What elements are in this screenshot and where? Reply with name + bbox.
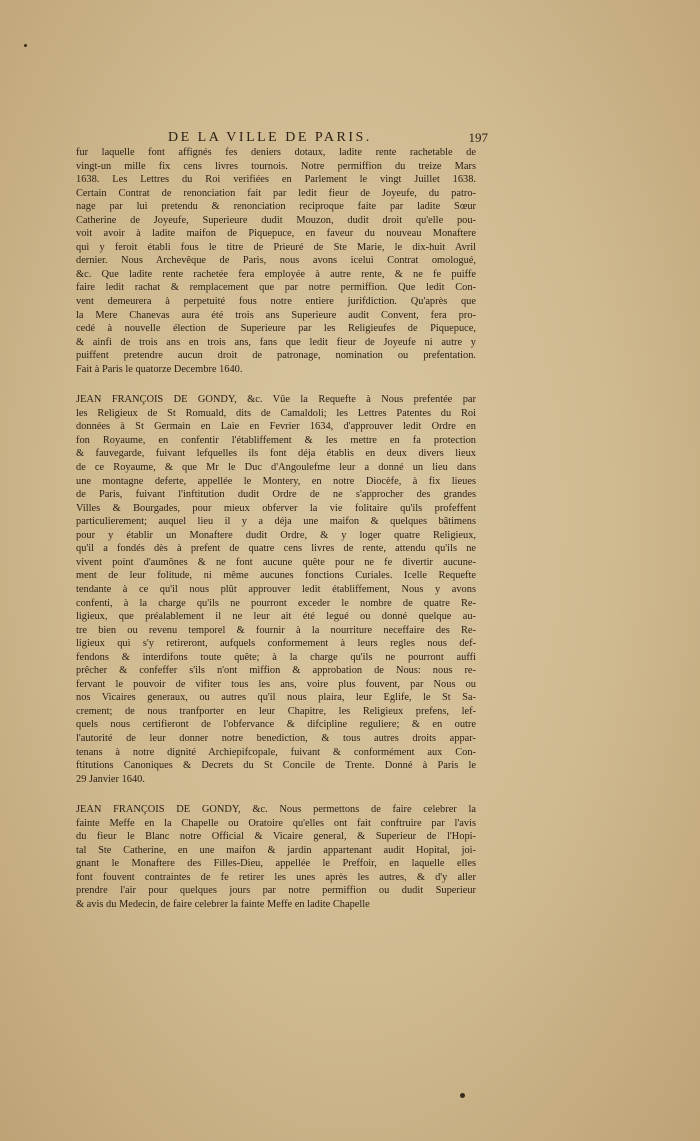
paragraph-gap (76, 786, 476, 803)
text-line: cedé à nouvelle élection de Superieure par les Religieufes de Piquepuce, (76, 323, 476, 335)
text-line: vent demeurera à perpetuité fous notre entiere jurifdiction. Qu'après que (76, 296, 476, 308)
text-line: fervant le pouvoir de vifiter tous les ans, voire plus fouvent, par Nous ou (76, 678, 476, 690)
text-line: & avis du Medecin, de faire celebrer la fainte Meffe en ladite Chapelle (76, 898, 370, 910)
text-line: Villes & Bourgades, pour mieux obferver la vie folitaire qu'ils profeffent (76, 502, 476, 514)
text-line: nos Vicaires generaux, ou autres qu'il nous plaira, leur Eglife, le St Sa- (76, 692, 476, 704)
text-line: nage par lui pretendu & renonciation reciproque faite par ladite Sœur (76, 201, 476, 213)
text-line: les Religieux de St Romuald, dits de Camaldoli; les Lettres Patentes du Roi (76, 407, 476, 419)
text-line: vingt-un mille fix cens livres tournois. Notre permiffion du treize Mars (76, 160, 476, 172)
text-line: ligieux, que préalablement il ne leur ait été legué ou donné quelque au- (76, 611, 476, 623)
text-line: confenti, à la charge qu'ils ne pourront exceder le nombre de quatre Re- (76, 597, 476, 609)
text-line: fendons & interdifons toute quête; à la charge qu'ils ne pourront auffi (76, 651, 476, 663)
text-line: de Paris, fuivant l'inftitution dudit Ordre de ne s'approcher des grandes (76, 489, 476, 501)
text-line: fon Royaume, en confentir l'établiffement & les mettre en fa protection (76, 434, 476, 446)
text-line: prendre l'air pour quelques jours par notre permiffion ou dudit Superieur (76, 885, 476, 897)
text-block (76, 146, 476, 912)
text-line: la Mere Chanevas aura été trois ans Superieure audit Convent, fera pro- (76, 309, 476, 321)
text-line: gnant le Monaftere des Filles-Dieu, appellée le Preffoir, en laquelle elles (76, 858, 476, 870)
text-line: ment de leur folitude, ni même aucunes fonctions Curiales. Icelle Requefte (76, 570, 476, 582)
paragraph (76, 146, 476, 376)
text-line: fur laquelle font affignés fes deniers dotaux, ladite rente rachetable de (76, 147, 476, 158)
text-line: vivent point d'aumônes & ne font aucune quête pour ne fe divertir aucune- (76, 556, 476, 568)
paragraph (76, 803, 476, 911)
text-line: ftitutions Canoniques & Decrets du St Concile de Trente. Donné à Paris le (76, 760, 476, 772)
paragraph-gap (76, 376, 476, 393)
text-line: du fieur le Blanc notre Official & Vicaire general, & Superieur de l'Hopi- (76, 831, 476, 843)
text-line: fainte Meffe en la Chapelle ou Oratoire qu'elles ont fait conftruire par l'avis (76, 817, 476, 829)
text-line: de ce Royaume, & que Mr le Duc d'Angoulefme leur a donné un lieu dans (76, 462, 476, 474)
text-line: faire ledit rachat & remplacement que par notre permiffion. Que ledit Con- (76, 282, 476, 294)
text-line: quels nous certifieront de l'obfervance & difcipline reguliere; & en outre (76, 719, 476, 731)
ink-speck (460, 1093, 465, 1098)
text-line: JEAN FRANÇOIS DE GONDY, &c. Nous permettons de faire celebrer la (76, 804, 476, 816)
text-line: tal Ste Catherine, en une maifon & jardin appartenant audit Hopital, joi- (76, 844, 476, 856)
text-line: 29 Janvier 1640. (76, 773, 145, 785)
text-line: dernier. Nous Archevêque de Paris, nous avons icelui Contrat omologué, (76, 255, 476, 267)
page-number: 197 (468, 130, 488, 145)
text-line: une montagne deferte, appellée le Montery, en notre Diocèfe, à fix lieues (76, 475, 476, 487)
text-line: puiffent pretendre aucun droit de patronage, nomination ou prefentation. (76, 350, 476, 362)
text-line: &c. Que ladite rente rachetée fera employée à autre rente, & ne fe puiffe (76, 268, 476, 280)
text-line: Catherine de Joyeufe, Superieure dudit Mouzon, dudit droit qu'elle pou- (76, 214, 476, 226)
text-line: données à St Germain en Laie en Fevrier 1634, d'approuver ledit Ordre en (76, 421, 476, 433)
text-line: & fauvegarde, fuivant lefquelles ils font déja établis en deux divers lieux (76, 448, 476, 460)
text-line: particulierement; auquel lieu il y a déja une maifon & quelques bâtimens (76, 516, 476, 528)
text-line: qui y feroit établi fous le titre de Prieuré de Ste Marie, le dix-huit Avril (76, 241, 476, 253)
text-line: voit avoir à ladite maifon de Piquepuce, en faveur du nouveau Monaftere (76, 228, 476, 240)
text-line: tendante à ce qu'il nous plût approuver ledit établiffement, Nous y avons (76, 583, 476, 595)
text-line: tre bien ou revenu temporel & fournir à la nourriture neceffaire des Re- (76, 624, 476, 636)
text-line: font fouvent contraintes de fe retirer les unes après les autres, & d'y aller (76, 871, 476, 883)
text-line: crement; de nous tranfporter en leur Chapitre, les Religieux prefens, lef- (76, 705, 476, 717)
text-line: 1638. Les Lettres du Roi verifiées en Parlement le vingt Juillet 1638. (76, 174, 476, 186)
text-line: qu'il a fondés dès à prefent de quatre cens livres de rente, attendu qu'ils ne (76, 543, 476, 555)
text-line: Certain Contrat de renonciation fait par ledit fieur de Joyeufe, du patro- (76, 187, 476, 199)
text-line: Fait à Paris le quatorze Decembre 1640. (76, 363, 243, 375)
text-line: pour y établir un Monaftere dudit Ordre, & y loger quatre Religieux, (76, 529, 476, 541)
text-line: JEAN FRANÇOIS DE GONDY, &c. Vûe la Requefte à Nous prefentée par (76, 394, 476, 406)
text-line: tenans à notre dignité Archiepifcopale, fuivant & conformément aux Con- (76, 746, 476, 758)
running-head-title: DE LA VILLE DE PARIS. (168, 130, 372, 145)
paragraph (76, 393, 476, 786)
text-line: l'autorité de leur donner notre benediction, & tous autres droits appar- (76, 732, 476, 744)
ink-speck (24, 44, 27, 47)
text-line: & ainfi de trois ans en trois ans, fans que ledit fieur de Joyeufe ni autre y (76, 336, 476, 348)
text-line: prêcher & confeffer s'ils n'ont miffion & approbation de Nous: nous re- (76, 665, 476, 677)
text-line: ligieux qui s'y retireront, aufquels conformement à leurs regles nous def- (76, 638, 476, 650)
